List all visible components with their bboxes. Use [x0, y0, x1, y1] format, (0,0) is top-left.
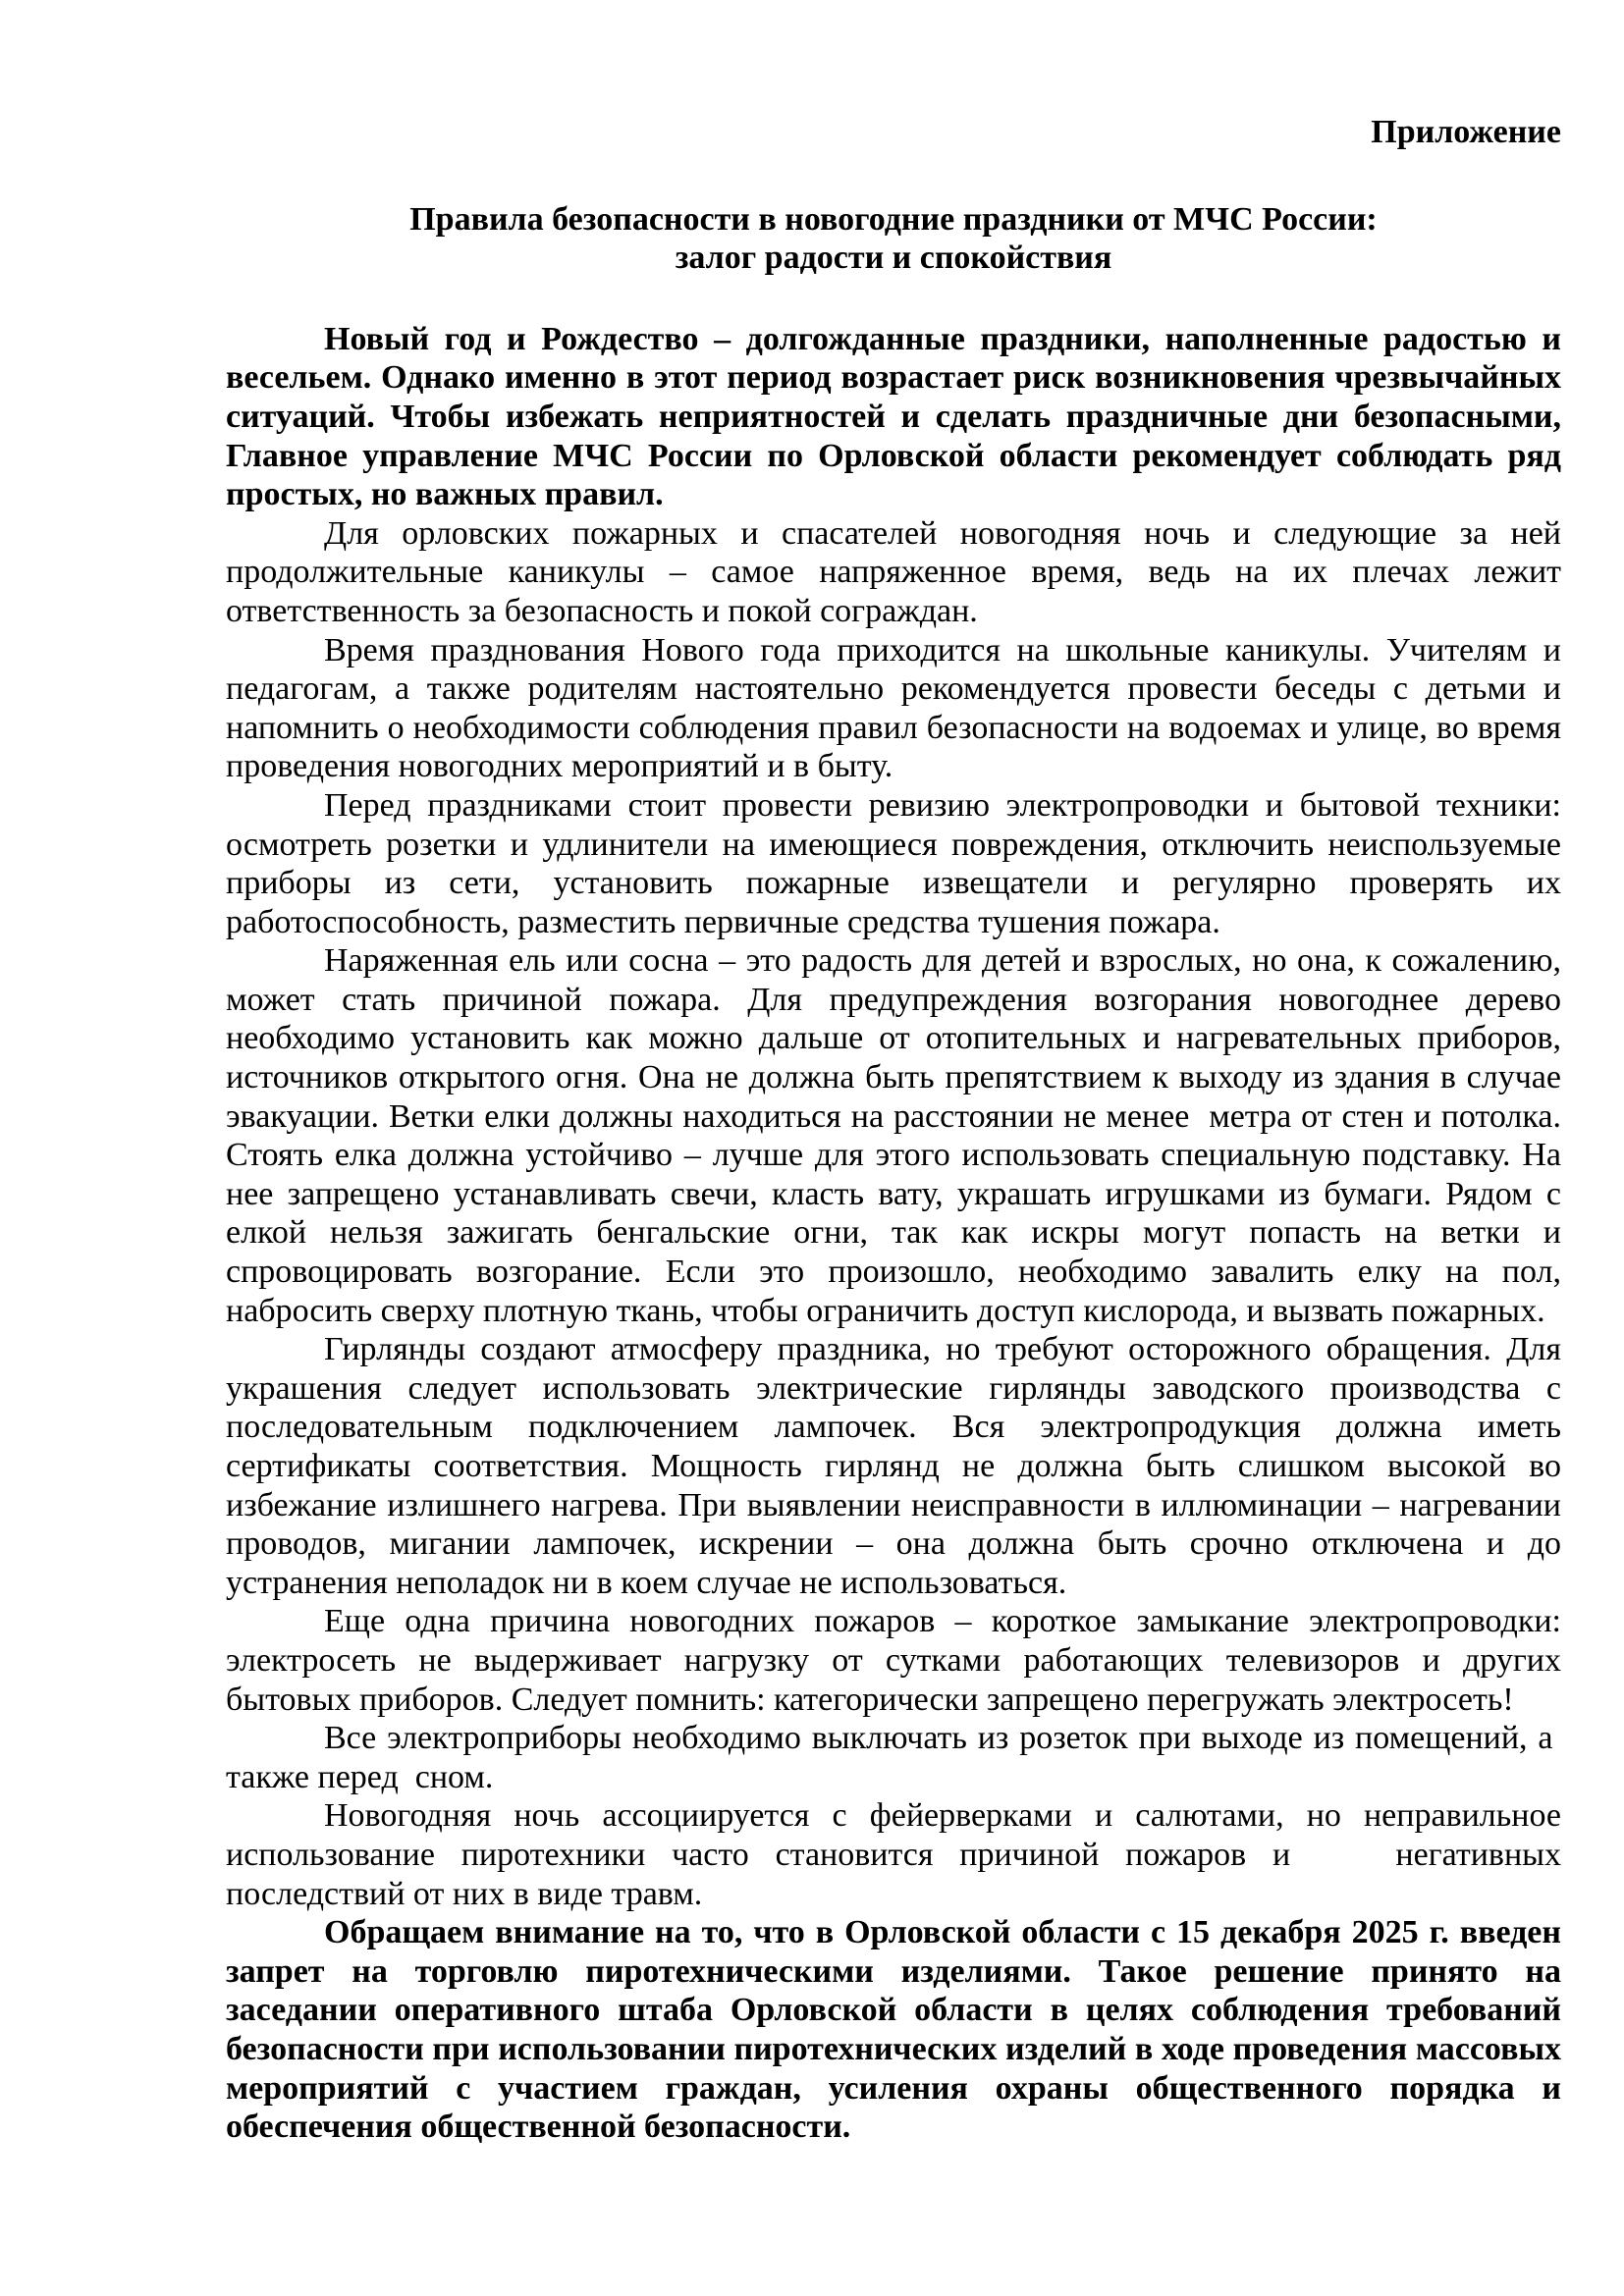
paragraph-christmas-tree: Наряженная ель или сосна – это радость для детей и взрослых, но она, к сожалению, может стать причиной пожара. Для предупреждения возгорания новогоднее дерево необходимо установить как можно дальше от отопительных и нагревательных приборов, источников открытого огня. Она не должна быть препятствием к выходу из здания в случае эвакуации. Ветки елки должны находиться на расстоянии не менее метра от стен и потолка. Стоять елка должна устойчиво – лучше для этого использовать специальную подставку. На нее запрещено устанавливать свечи, класть вату, украшать игрушками из бумаги. Рядом с елкой нельзя зажигать бенгальские огни, так как искры могут попасть на ветки и спровоцировать возгорание. Если это произошло, необходимо завалить елку на пол, набросить сверху плотную ткань, чтобы ограничить доступ кислорода, и вызвать пожарных.	[226, 942, 1570, 1329]
paragraph-garlands: Гирлянды создают атмосферу праздника, но требуют осторожного обращения. Для украшения следует использовать электрические гирлянды заводского производства с последовательным подключением лампочек. Вся электропродукция должна иметь сертификаты соответствия. Мощность гирлянд не должна быть слишком высокой во избежание излишнего нагрева. При выявлении неисправности в иллюминации – нагревании проводов, мигании лампочек, искрении – она должна быть срочно отключена и до устранения неполадок ни в коем случае не использоваться.	[226, 1331, 1570, 1601]
paragraph-intro: Новый год и Рождество – долгожданные праздники, наполненные радостью и весельем. Однако именно в этот период возрастает риск возникновения чрезвычайных ситуаций. Чтобы избежать неприятностей и сделать праздничные дни безопасными, Главное управление МЧС России по Орловской области рекомендует соблюдать ряд простых, но важных правил.	[226, 320, 1570, 513]
document-title	[226, 200, 1561, 278]
paragraph-firefighters: Для орловских пожарных и спасателей новогодняя ночь и следующие за ней продолжительные каникулы – самое напряженное время, ведь на их плечах лежит ответственность за безопасность и покой сограждан.	[226, 514, 1570, 629]
annotation-label: Приложение	[1371, 114, 1561, 150]
document-title-line-2: залог радости и спокойствия	[675, 240, 1112, 277]
paragraph-wiring-check: Перед праздниками стоит провести ревизию электропроводки и бытовой техники: осмотреть розетки и удлинители на имеющиеся повреждения, отключить неиспользуемые приборы из сети, установить пожарные извещатели и регулярно проверять их работоспособность, разместить первичные средства тушения пожара.	[226, 786, 1570, 940]
paragraph-short-circuit: Еще одна причина новогодних пожаров – короткое замыкание электропроводки: электросеть не выдерживает нагрузку от сутками работающих телевизоров и других бытовых приборов. Следует помнить: категорически запрещено перегружать электросеть!	[226, 1603, 1570, 1718]
document-body	[226, 320, 1570, 2147]
paragraph-unplug-appliances: Все электроприборы необходимо выключать из розеток при выходе из помещений, а также перед сном.	[226, 1720, 1570, 1795]
paragraph-fireworks: Новогодняя ночь ассоциируется с фейерверками и салютами, но неправильное использование пиротехники часто становится причиной пожаров и негативных последствий от них в виде травм.	[226, 1797, 1570, 1912]
document-title-line-1: Правила безопасности в новогодние праздники от МЧС России:	[409, 200, 1378, 238]
paragraph-pyrotechnics-ban: Обращаем внимание на то, что в Орловской области с 15 декабря 2025 г. введен запрет на торговлю пиротехническими изделиями. Такое решение принято на заседании оперативного штаба Орловской области в целях соблюдения требований безопасности при использовании пиротехнических изделий в ходе проведения массовых мероприятий с участием граждан, усиления охраны общественного порядка и обеспечения общественной безопасности.	[226, 1914, 1570, 2146]
paragraph-school-holidays: Время празднования Нового года приходится на школьные каникулы. Учителям и педагогам, а также родителям настоятельно рекомендуется провести беседы с детьми и напомнить о необходимости соблюдения правил безопасности на водоемах и улице, во время проведения новогодних мероприятий и в быту.	[226, 631, 1570, 785]
